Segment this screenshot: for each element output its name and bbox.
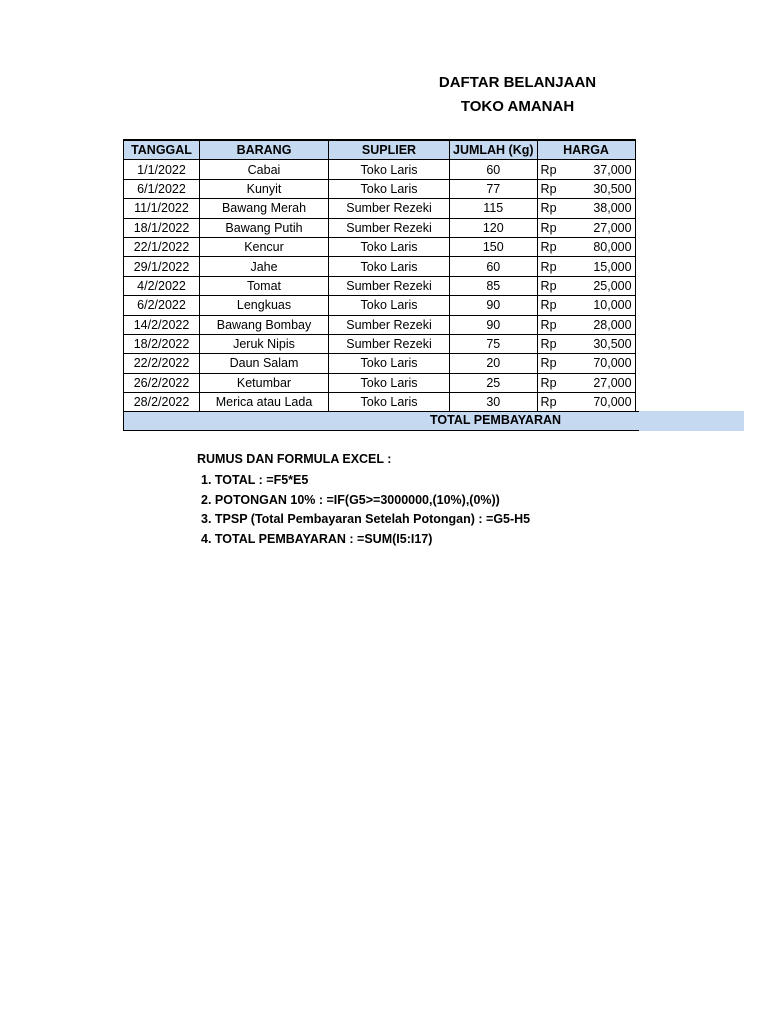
formula-item: 2. POTONGAN 10% : =IF(G5>=3000000,(10%),(0%))	[201, 492, 500, 507]
cell-harga	[537, 373, 635, 392]
cell-tanggal: 14/2/2022	[124, 315, 200, 334]
table-row	[124, 160, 636, 179]
cell-tanggal: 18/2/2022	[124, 334, 200, 353]
cell-barang: Cabai	[200, 160, 329, 179]
formula-item: 1. TOTAL : =F5*E5	[201, 473, 309, 487]
cell-jumlah: 85	[450, 276, 538, 295]
currency-label: Rp	[540, 181, 557, 196]
cell-harga	[537, 237, 635, 256]
cell-jumlah: 90	[450, 296, 538, 315]
price-value: 27,000	[593, 375, 632, 390]
header-harga: HARGA	[537, 140, 635, 160]
cell-barang: Jahe	[200, 257, 329, 276]
cell-harga	[537, 334, 635, 353]
cell-jumlah: 20	[450, 354, 538, 373]
currency-label: Rp	[540, 240, 557, 255]
table-row	[124, 354, 636, 373]
cell-barang: Jeruk Nipis	[200, 334, 329, 353]
cell-harga	[537, 257, 635, 276]
cell-barang: Bawang Merah	[200, 199, 329, 218]
cell-jumlah: 120	[450, 218, 538, 237]
table-row	[124, 334, 636, 353]
total-row	[123, 411, 744, 431]
price-value: 15,000	[593, 259, 632, 274]
table-row	[124, 315, 636, 334]
cell-harga	[537, 218, 635, 237]
currency-label: Rp	[540, 375, 557, 390]
cell-suplier: Sumber Rezeki	[329, 199, 450, 218]
cell-jumlah: 115	[450, 199, 538, 218]
table-row	[124, 393, 636, 412]
header-jumlah: JUMLAH (Kg)	[450, 140, 538, 160]
cell-barang: Bawang Putih	[200, 218, 329, 237]
cell-suplier: Sumber Rezeki	[329, 315, 450, 334]
table-row	[124, 276, 636, 295]
cell-suplier: Sumber Rezeki	[329, 334, 450, 353]
formula-notes	[197, 452, 530, 549]
currency-label: Rp	[540, 317, 557, 332]
table-row	[124, 179, 636, 198]
currency-label: Rp	[540, 162, 557, 177]
cell-tanggal: 1/1/2022	[124, 160, 200, 179]
cell-jumlah: 60	[450, 257, 538, 276]
cell-tanggal: 18/1/2022	[124, 218, 200, 237]
table-row	[124, 296, 636, 315]
cell-harga	[537, 393, 635, 412]
cell-tanggal: 22/2/2022	[124, 354, 200, 373]
currency-label: Rp	[540, 259, 557, 274]
store-name: TOKO AMANAH	[460, 98, 575, 115]
currency-label: Rp	[540, 395, 557, 410]
cell-barang: Lengkuas	[200, 296, 329, 315]
formula-item: 4. TOTAL PEMBAYARAN : =SUM(I5:I17)	[201, 531, 433, 546]
price-value: 10,000	[593, 298, 632, 313]
cell-jumlah: 30	[450, 393, 538, 412]
price-value: 70,000	[593, 395, 632, 410]
cell-barang: Daun Salam	[200, 354, 329, 373]
cell-suplier: Toko Laris	[329, 393, 450, 412]
cell-suplier: Toko Laris	[329, 160, 450, 179]
cell-harga	[537, 354, 635, 373]
table-row	[124, 237, 636, 256]
header-tanggal: TANGGAL	[124, 140, 200, 160]
price-value: 25,000	[593, 278, 632, 293]
cell-barang: Ketumbar	[200, 373, 329, 392]
cell-suplier: Toko Laris	[329, 354, 450, 373]
table-row	[124, 218, 636, 237]
cell-jumlah: 90	[450, 315, 538, 334]
cell-tanggal: 26/2/2022	[124, 373, 200, 392]
cell-suplier: Toko Laris	[329, 179, 450, 198]
currency-label: Rp	[540, 337, 557, 352]
cell-harga	[537, 276, 635, 295]
cell-suplier: Toko Laris	[329, 373, 450, 392]
table-row	[124, 199, 636, 218]
price-value: 30,500	[593, 337, 632, 352]
cell-harga	[537, 296, 635, 315]
cell-tanggal: 28/2/2022	[124, 393, 200, 412]
currency-label: Rp	[540, 298, 557, 313]
cell-tanggal: 29/1/2022	[124, 257, 200, 276]
shopping-table	[123, 139, 636, 412]
cell-tanggal: 6/1/2022	[124, 179, 200, 198]
cell-suplier: Toko Laris	[329, 237, 450, 256]
cell-suplier: Sumber Rezeki	[329, 276, 450, 295]
price-value: 80,000	[593, 240, 632, 255]
cell-tanggal: 22/1/2022	[124, 237, 200, 256]
cell-harga	[537, 160, 635, 179]
cell-jumlah: 60	[450, 160, 538, 179]
price-value: 70,000	[593, 356, 632, 371]
header-barang: BARANG	[200, 140, 329, 160]
cell-suplier: Sumber Rezeki	[329, 218, 450, 237]
cell-jumlah: 150	[450, 237, 538, 256]
cell-harga	[537, 199, 635, 218]
currency-label: Rp	[540, 278, 557, 293]
price-value: 37,000	[593, 162, 632, 177]
cell-barang: Merica atau Lada	[200, 393, 329, 412]
header-suplier: SUPLIER	[329, 140, 450, 160]
currency-label: Rp	[540, 356, 557, 371]
cell-jumlah: 25	[450, 373, 538, 392]
table-body	[124, 160, 636, 412]
cell-jumlah: 77	[450, 179, 538, 198]
cell-harga	[537, 179, 635, 198]
header-row	[124, 140, 636, 160]
cell-barang: Bawang Bombay	[200, 315, 329, 334]
currency-label: Rp	[540, 220, 557, 235]
cell-tanggal: 4/2/2022	[124, 276, 200, 295]
price-value: 28,000	[593, 317, 632, 332]
cell-barang: Tomat	[200, 276, 329, 295]
cell-suplier: Toko Laris	[329, 257, 450, 276]
cell-suplier: Toko Laris	[329, 296, 450, 315]
formula-heading: RUMUS DAN FORMULA EXCEL :	[197, 452, 392, 466]
document-title: DAFTAR BELANJAAN	[438, 74, 597, 91]
cell-jumlah: 75	[450, 334, 538, 353]
formula-item: 3. TPSP (Total Pembayaran Setelah Potongan) : =G5-H5	[201, 512, 531, 526]
table-row	[124, 257, 636, 276]
cell-harga	[537, 315, 635, 334]
cell-barang: Kunyit	[200, 179, 329, 198]
currency-label: Rp	[540, 201, 557, 216]
price-value: 30,500	[593, 181, 632, 196]
cell-tanggal: 11/1/2022	[124, 199, 200, 218]
price-value: 38,000	[593, 201, 632, 216]
cell-barang: Kencur	[200, 237, 329, 256]
formula-list	[197, 471, 530, 549]
price-value: 27,000	[593, 220, 632, 235]
total-label: TOTAL PEMBAYARAN	[430, 413, 562, 427]
table-row	[124, 373, 636, 392]
cell-tanggal: 6/2/2022	[124, 296, 200, 315]
